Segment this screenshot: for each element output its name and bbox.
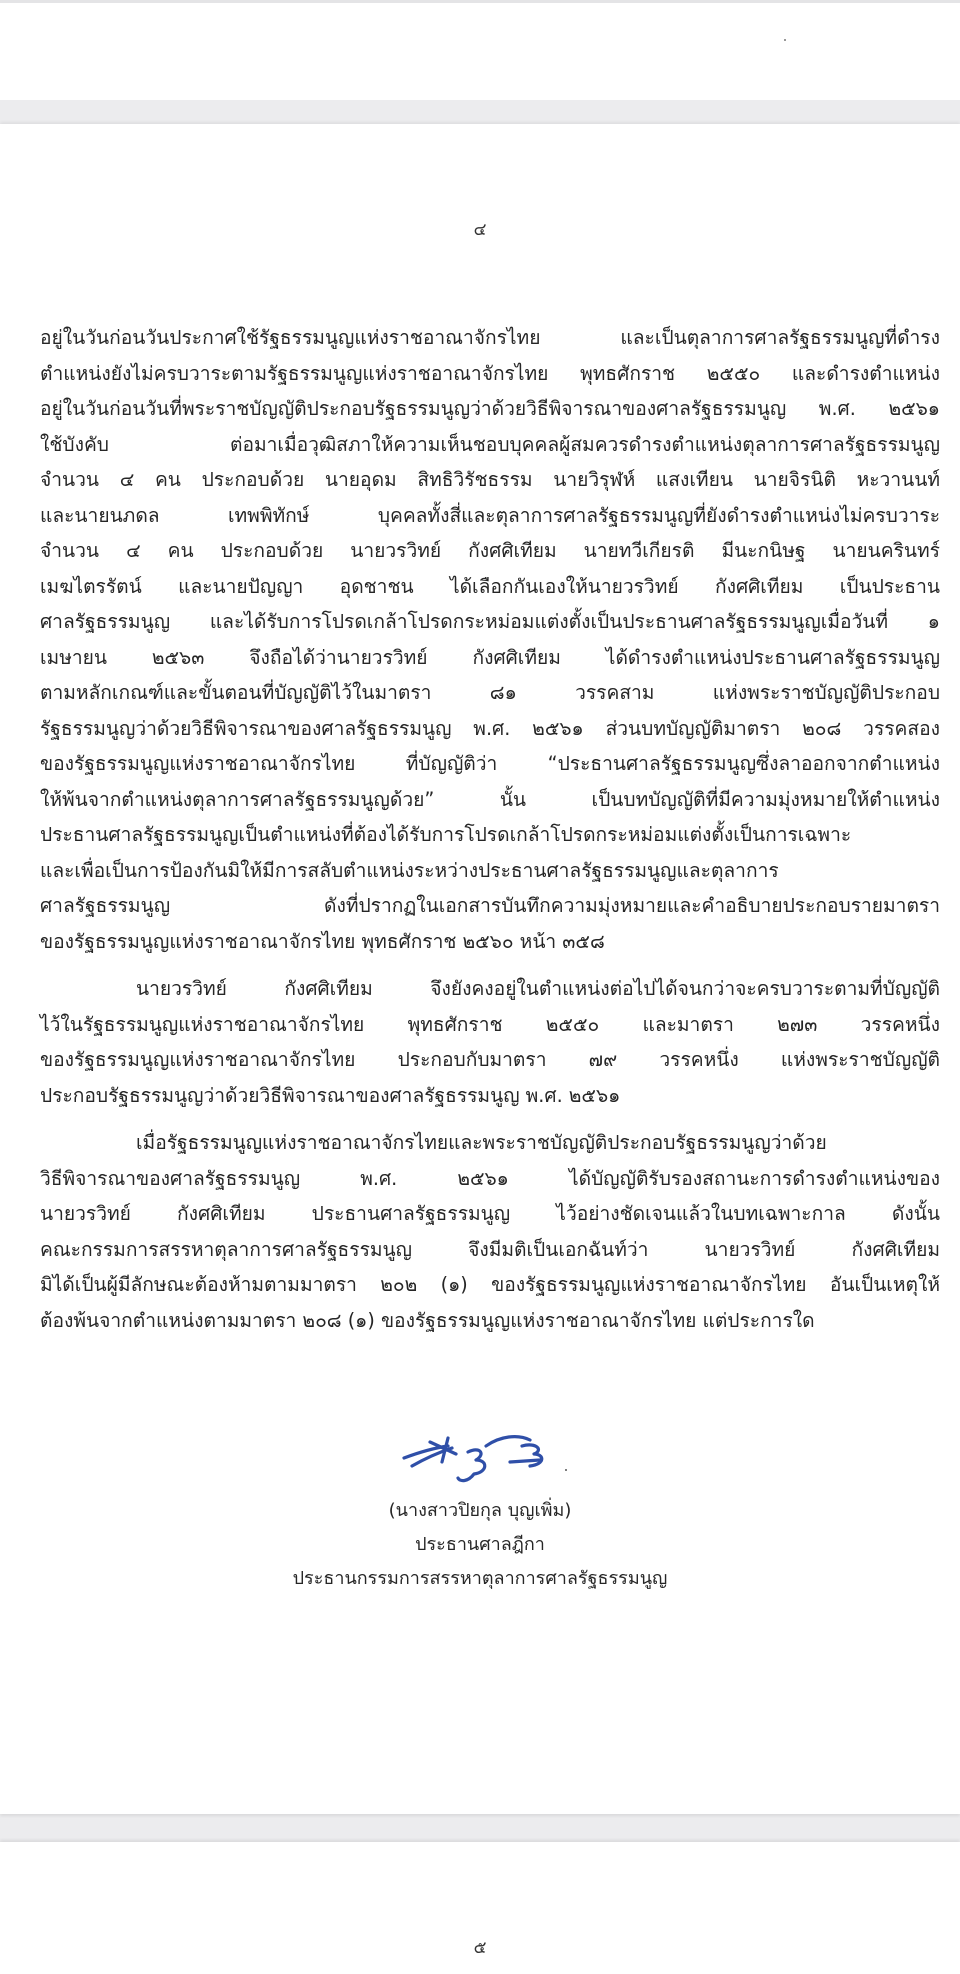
- text-line: คณะกรรมการสรรหาตุลาการศาลรัฐธรรมนูญ จึงมีมติเป็นเอกฉันท์ว่า นายวรวิทย์ กังศศิเทียม: [40, 1237, 940, 1261]
- text-line: ของรัฐธรรมนูญแห่งราชอาณาจักรไทย พุทธศักราช ๒๕๖๐ หน้า ๓๕๘: [40, 929, 605, 953]
- document-body: [40, 320, 940, 1338]
- text-line: เมฆไตรรัตน์ และนายปัญญา อุดชาชน ได้เลือกกันเองให้นายวรวิทย์ กังศศิเทียม เป็นประธาน: [40, 574, 940, 598]
- text-line: ต้องพ้นจากตำแหน่งตามมาตรา ๒๐๘ (๑) ของรัฐธรรมนูญแห่งราชอาณาจักรไทย แต่ประการใด: [40, 1308, 815, 1332]
- text-line: อยู่ในวันก่อนวันประกาศใช้รัฐธรรมนูญแห่งราชอาณาจักรไทย และเป็นตุลาการศาลรัฐธรรมนูญที่ดำรง: [40, 326, 940, 349]
- paragraph-spacer: [40, 1113, 940, 1125]
- text-line: ใช้บังคับ ต่อมาเมื่อวุฒิสภาให้ความเห็นชอบบุคคลผู้สมควรดำรงตำแหน่งตุลาการศาลรัฐธรรมนูญ: [40, 432, 940, 456]
- signatory-committee-title: ประธานกรรมการสรรหาตุลาการศาลรัฐธรรมนูญ: [292, 1568, 668, 1589]
- next-page: [0, 1842, 960, 1974]
- signatory-title: ประธานศาลฎีกา: [415, 1534, 545, 1555]
- paragraph-1: [40, 320, 940, 959]
- text-line: วิธีพิจารณาของศาลรัฐธรรมนูญ พ.ศ. ๒๕๖๑ ได้บัญญัติรับรองสถานะการดำรงตำแหน่งของ: [40, 1166, 940, 1190]
- text-line: และนายนภดล เทพพิทักษ์ บุคคลทั้งสี่และตุลาการศาลรัฐธรรมนูญที่ยังดำรงตำแหน่งไม่ครบวาระ: [40, 503, 940, 527]
- text-line: นายวรวิทย์ กังศศิเทียม จึงยังคงอยู่ในตำแหน่งต่อไปได้จนกว่าจะครบวาระตามที่บัญญัติ: [136, 977, 940, 1000]
- paragraph-2: [40, 971, 940, 1113]
- text-line: จำนวน ๔ คน ประกอบด้วย นายวรวิทย์ กังศศิเทียม นายทวีเกียรติ มีนะกนิษฐ นายนครินทร์: [40, 539, 940, 562]
- text-line: เมื่อรัฐธรรมนูญแห่งราชอาณาจักรไทยและพระราชบัญญัติประกอบรัฐธรรมนูญว่าด้วย: [136, 1131, 827, 1154]
- current-page: [0, 124, 960, 1814]
- text-line: ศาลรัฐธรรมนูญ และได้รับการโปรดเกล้าโปรดกระหม่อมแต่งตั้งเป็นประธานศาลรัฐธรรมนูญเมื่อวันที่ ๑: [40, 610, 940, 633]
- next-page-number: ๕: [473, 1938, 487, 1958]
- text-line: ไว้ในรัฐธรรมนูญแห่งราชอาณาจักรไทย พุทธศักราช ๒๕๕๐ และมาตรา ๒๗๓ วรรคหนึ่ง: [40, 1012, 940, 1036]
- text-line: ตำแหน่งยังไม่ครบวาระตามรัฐธรรมนูญแห่งราชอาณาจักรไทย พุทธศักราช ๒๕๕๐ และดำรงตำแหน่ง: [40, 361, 940, 385]
- signatory-name: (นางสาวปิยกุล บุญเพิ่ม): [388, 1500, 572, 1521]
- text-line: และเพื่อเป็นการป้องกันมิให้มีการสลับตำแหน่งระหว่างประธานศาลรัฐธรรมนูญและตุลาการ: [40, 858, 779, 882]
- signature-block: [0, 1424, 960, 1596]
- text-line: ตามหลักเกณฑ์และขั้นตอนที่บัญญัติไว้ในมาตรา ๘๑ วรรคสาม แห่งพระราชบัญญัติประกอบ: [40, 681, 940, 704]
- paragraph-spacer: [40, 959, 940, 971]
- scan-speck: [784, 39, 786, 41]
- text-line: ของรัฐธรรมนูญแห่งราชอาณาจักรไทย ที่บัญญัติว่า “ประธานศาลรัฐธรรมนูญซึ่งลาออกจากตำแหน่ง: [40, 752, 940, 775]
- text-line: จำนวน ๔ คน ประกอบด้วย นายอุดม สิทธิวิรัชธรรม นายวิรุฬห์ แสงเทียน นายจิรนิติ หะวานนท์: [40, 468, 940, 491]
- text-line: ของรัฐธรรมนูญแห่งราชอาณาจักรไทย ประกอบกับมาตรา ๗๙ วรรคหนึ่ง แห่งพระราชบัญญัติ: [40, 1048, 940, 1071]
- text-line: อยู่ในวันก่อนวันที่พระราชบัญญัติประกอบรัฐธรรมนูญว่าด้วยวิธีพิจารณาของศาลรัฐธรรมนูญ พ.ศ. ๒๕๖๑: [40, 397, 940, 420]
- text-line: เมษายน ๒๕๖๓ จึงถือได้ว่านายวรวิทย์ กังศศิเทียม ได้ดำรงตำแหน่งประธานศาลรัฐธรรมนูญ: [40, 645, 940, 669]
- handwritten-signature-icon: [390, 1424, 570, 1494]
- text-line: นายวรวิทย์ กังศศิเทียม ประธานศาลรัฐธรรมนูญ ไว้อย่างชัดเจนแล้วในบทเฉพาะกาล ดังนั้น: [40, 1202, 940, 1225]
- text-line: มิได้เป็นผู้มีลักษณะต้องห้ามตามมาตรา ๒๐๒ (๑) ของรัฐธรรมนูญแห่งราชอาณาจักรไทย อันเป็นเหตุให้: [40, 1273, 940, 1296]
- text-line: ให้พ้นจากตำแหน่งตุลาการศาลรัฐธรรมนูญด้วย” นั้น เป็นบทบัญญัติที่มีความมุ่งหมายให้ตำแหน่ง: [40, 787, 940, 811]
- text-line: รัฐธรรมนูญว่าด้วยวิธีพิจารณาของศาลรัฐธรรมนูญ พ.ศ. ๒๕๖๑ ส่วนบทบัญญัติมาตรา ๒๐๘ วรรคสอง: [40, 716, 940, 740]
- page-number: ๔: [473, 220, 487, 240]
- text-line: ประธานศาลรัฐธรรมนูญเป็นตำแหน่งที่ต้องได้รับการโปรดเกล้าโปรดกระหม่อมแต่งตั้งเป็นการเฉพาะ: [40, 823, 852, 846]
- paragraph-3: [40, 1125, 940, 1338]
- text-line: ศาลรัฐธรรมนูญ ดังที่ปรากฏในเอกสารบันทึกความมุ่งหมายและคำอธิบายประกอบรายมาตรา: [40, 894, 940, 917]
- previous-page: [0, 0, 960, 100]
- text-line: ประกอบรัฐธรรมนูญว่าด้วยวิธีพิจารณาของศาลรัฐธรรมนูญ พ.ศ. ๒๕๖๑: [40, 1083, 621, 1107]
